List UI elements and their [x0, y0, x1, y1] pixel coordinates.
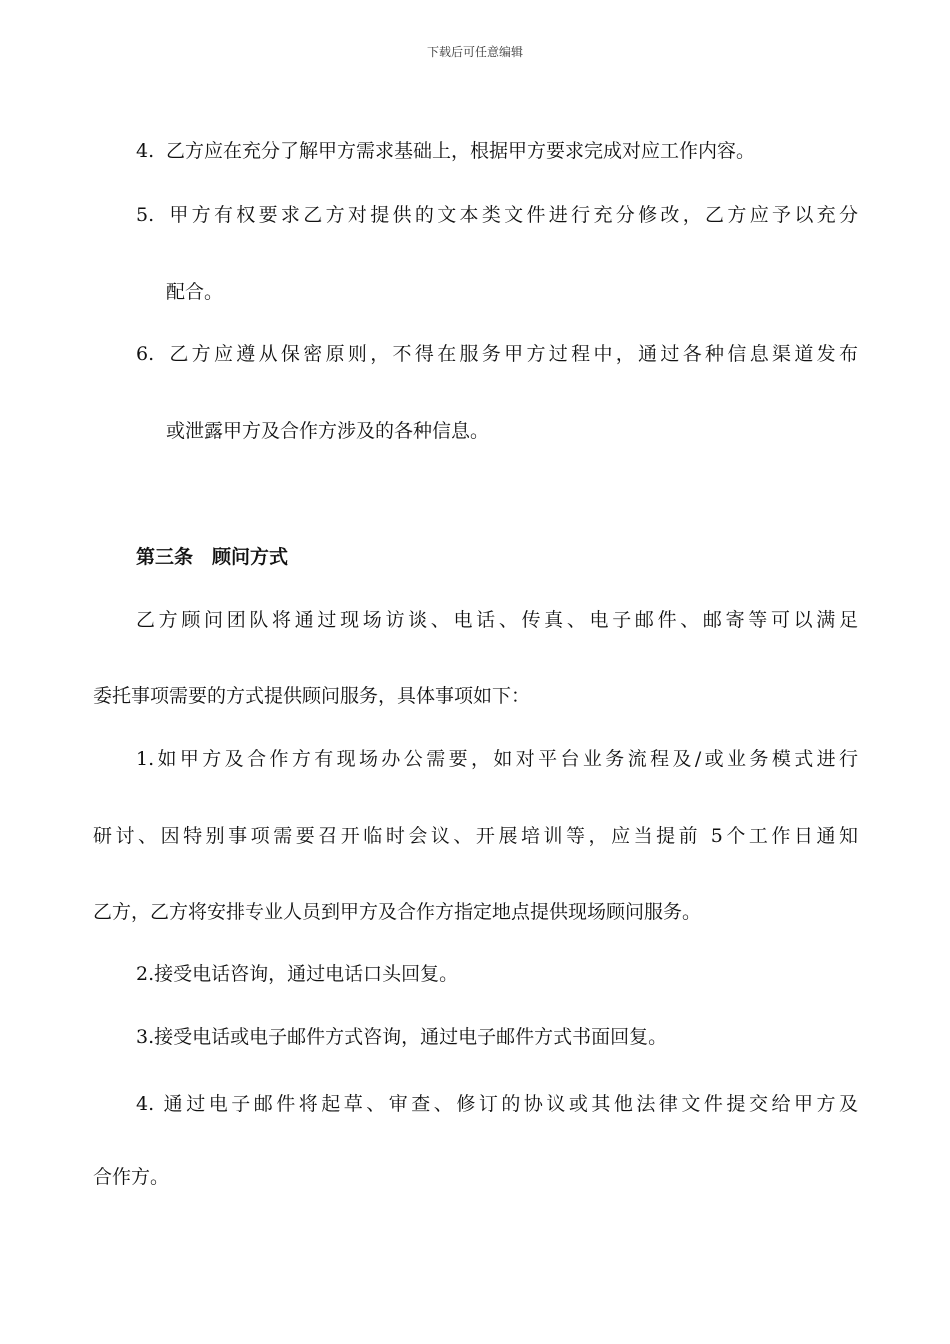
- paragraph-line: 合作方。: [93, 1166, 170, 1188]
- list-item-text: 乙方应在充分了解甲方需求基础上，根据甲方要求完成对应工作内容。: [166, 140, 756, 162]
- list-item-continuation: 或泄露甲方及合作方涉及的各种信息。: [166, 420, 490, 442]
- paragraph-line: 研讨、因特别事项需要召开临时会议、开展培训等，应当提前 5个工作日通知: [93, 825, 858, 847]
- list-item-continuation: 配合。: [166, 281, 224, 303]
- list-item-number: 5.: [136, 204, 155, 226]
- list-item-number: 6.: [136, 343, 155, 365]
- page-header: 下载后可任意编辑: [426, 45, 523, 59]
- paragraph-line: 乙方，乙方将安排专业人员到甲方及合作方指定地点提供现场顾问服务。: [93, 901, 702, 923]
- section-title: 第三条 顾问方式: [136, 546, 289, 568]
- paragraph-line: 委托事项需要的方式提供顾问服务，具体事项如下：: [93, 685, 531, 707]
- paragraph-line: 4. 通过电子邮件将起草、审查、修订的协议或其他法律文件提交给甲方及: [136, 1093, 858, 1115]
- paragraph-line: 乙方顾问团队将通过现场访谈、电话、传真、电子邮件、邮寄等可以满足: [136, 609, 858, 631]
- paragraph-line: 3.接受电话或电子邮件方式咨询，通过电子邮件方式书面回复。: [136, 1026, 668, 1048]
- list-item: [136, 343, 858, 365]
- paragraph-line: 1.如甲方及合作方有现场办公需要，如对平台业务流程及/或业务模式进行: [136, 748, 858, 770]
- list-item: [136, 204, 858, 226]
- list-item-text: 甲方有权要求乙方对提供的文本类文件进行充分修改，乙方应予以充分: [166, 204, 858, 226]
- list-item-number: 4.: [136, 140, 155, 162]
- list-item-text: 乙方应遵从保密原则，不得在服务甲方过程中，通过各种信息渠道发布: [166, 343, 858, 365]
- list-item: [136, 140, 755, 162]
- paragraph-line: 2.接受电话咨询，通过电话口头回复。: [136, 963, 459, 985]
